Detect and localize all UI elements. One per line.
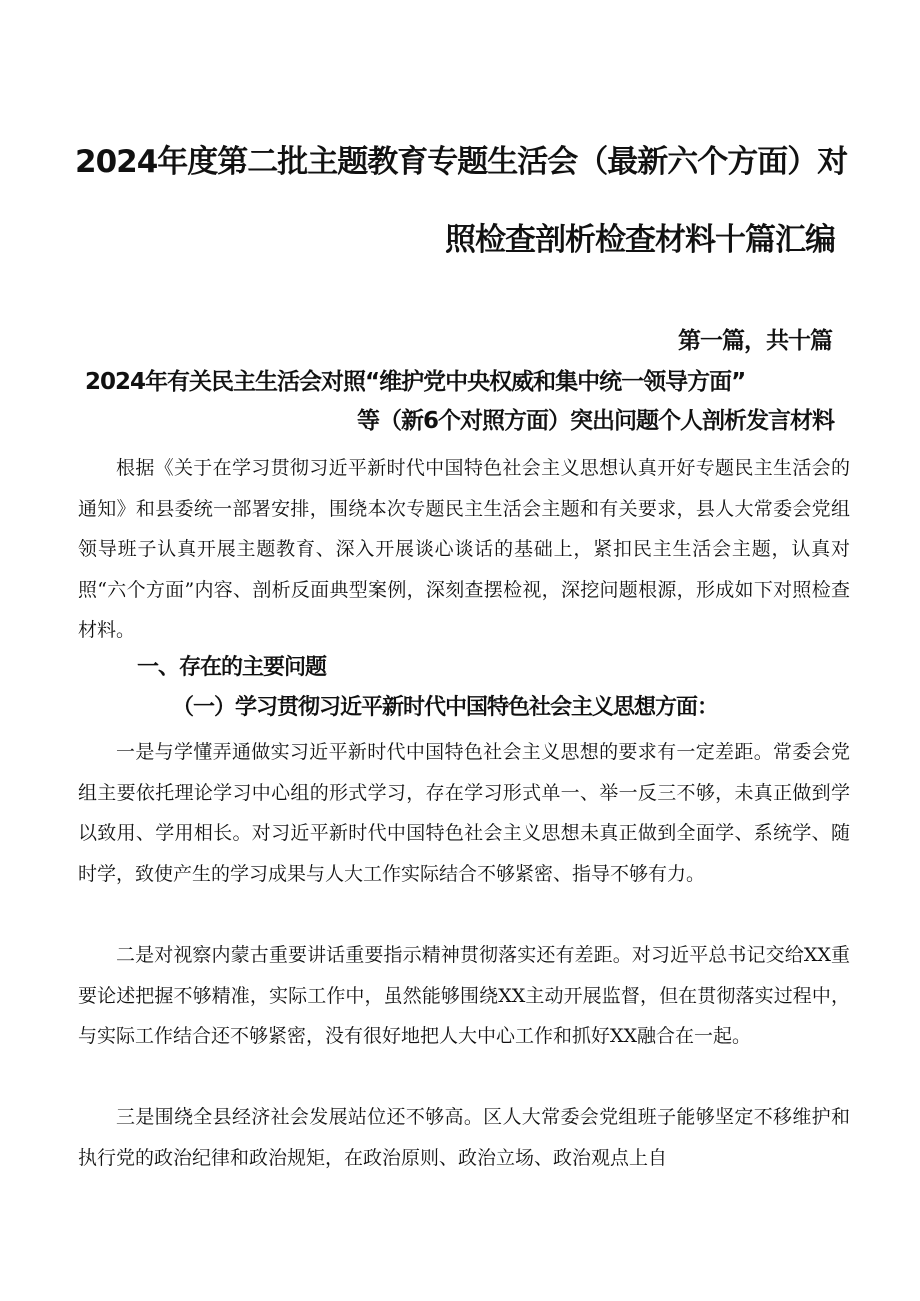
body-paragraph-three: 三是围绕全县经济社会发展站位还不够高。区人大常委会党组班子能够坚定不移维护和执行党的政治纪律和政治规矩，在政治原则、政治立场、政治观点上自 (78, 1106, 850, 1169)
part-label: 第一篇，共十篇 (678, 328, 832, 354)
body-paragraph-one: 一是与学懂弄通做实习近平新时代中国特色社会主义思想的要求有一定差距。常委会党组主要依托理论学习中心组的形式学习，存在学习形式单一、举一反三不够，未真正做到学以致用、学用相长。对习近平新时代中国特色社会主义思想未真正做到全面学、系统学、随时学，致使产生的学习成果与人大工作实际结合不够紧密、指导不够有力。 (78, 741, 850, 885)
body-paragraph-two: 二是对视察内蒙古重要讲话重要指示精神贯彻落实还有差距。对习近平总书记交给XX重要论述把握不够精准，实际工作中，虽然能够围绕XX主动开展监督，但在贯彻落实过程中，与实际工作结合还不够紧密，没有很好地把人大中心工作和抓好XX融合在一起。 (78, 944, 850, 1047)
document-title-line-2: 照检查剖析检查材料十篇汇编 (445, 222, 835, 258)
article-subtitle-line-2: 等（新6个对照方面）突出问题个人剖析发言材料 (356, 408, 834, 434)
document-title-line-1: 2024年度第二批主题教育专题生活会（最新六个方面）对 (75, 144, 848, 180)
section-heading: 一、存在的主要问题 (137, 655, 327, 680)
intro-paragraph: 根据《关于在学习贯彻习近平新时代中国特色社会主义思想认真开好专题民主生活会的通知》和县委统一部署安排，围绕本次专题民主生活会主题和有关要求，县人大常委会党组领导班子认真开展主题教育、深入开展谈心谈话的基础上，紧扣民主生活会主题，认真对照“六个方面”内容、剖析反面典型案例，深刻查摆检视，深挖问题根源，形成如下对照检查材料。 (78, 457, 850, 641)
section-sub-heading: （一）学习贯彻习近平新时代中国特色社会主义思想方面： (172, 695, 719, 720)
article-subtitle-line-1: 2024年有关民主生活会对照“维护党中央权威和集中统一领导方面” (85, 369, 746, 395)
